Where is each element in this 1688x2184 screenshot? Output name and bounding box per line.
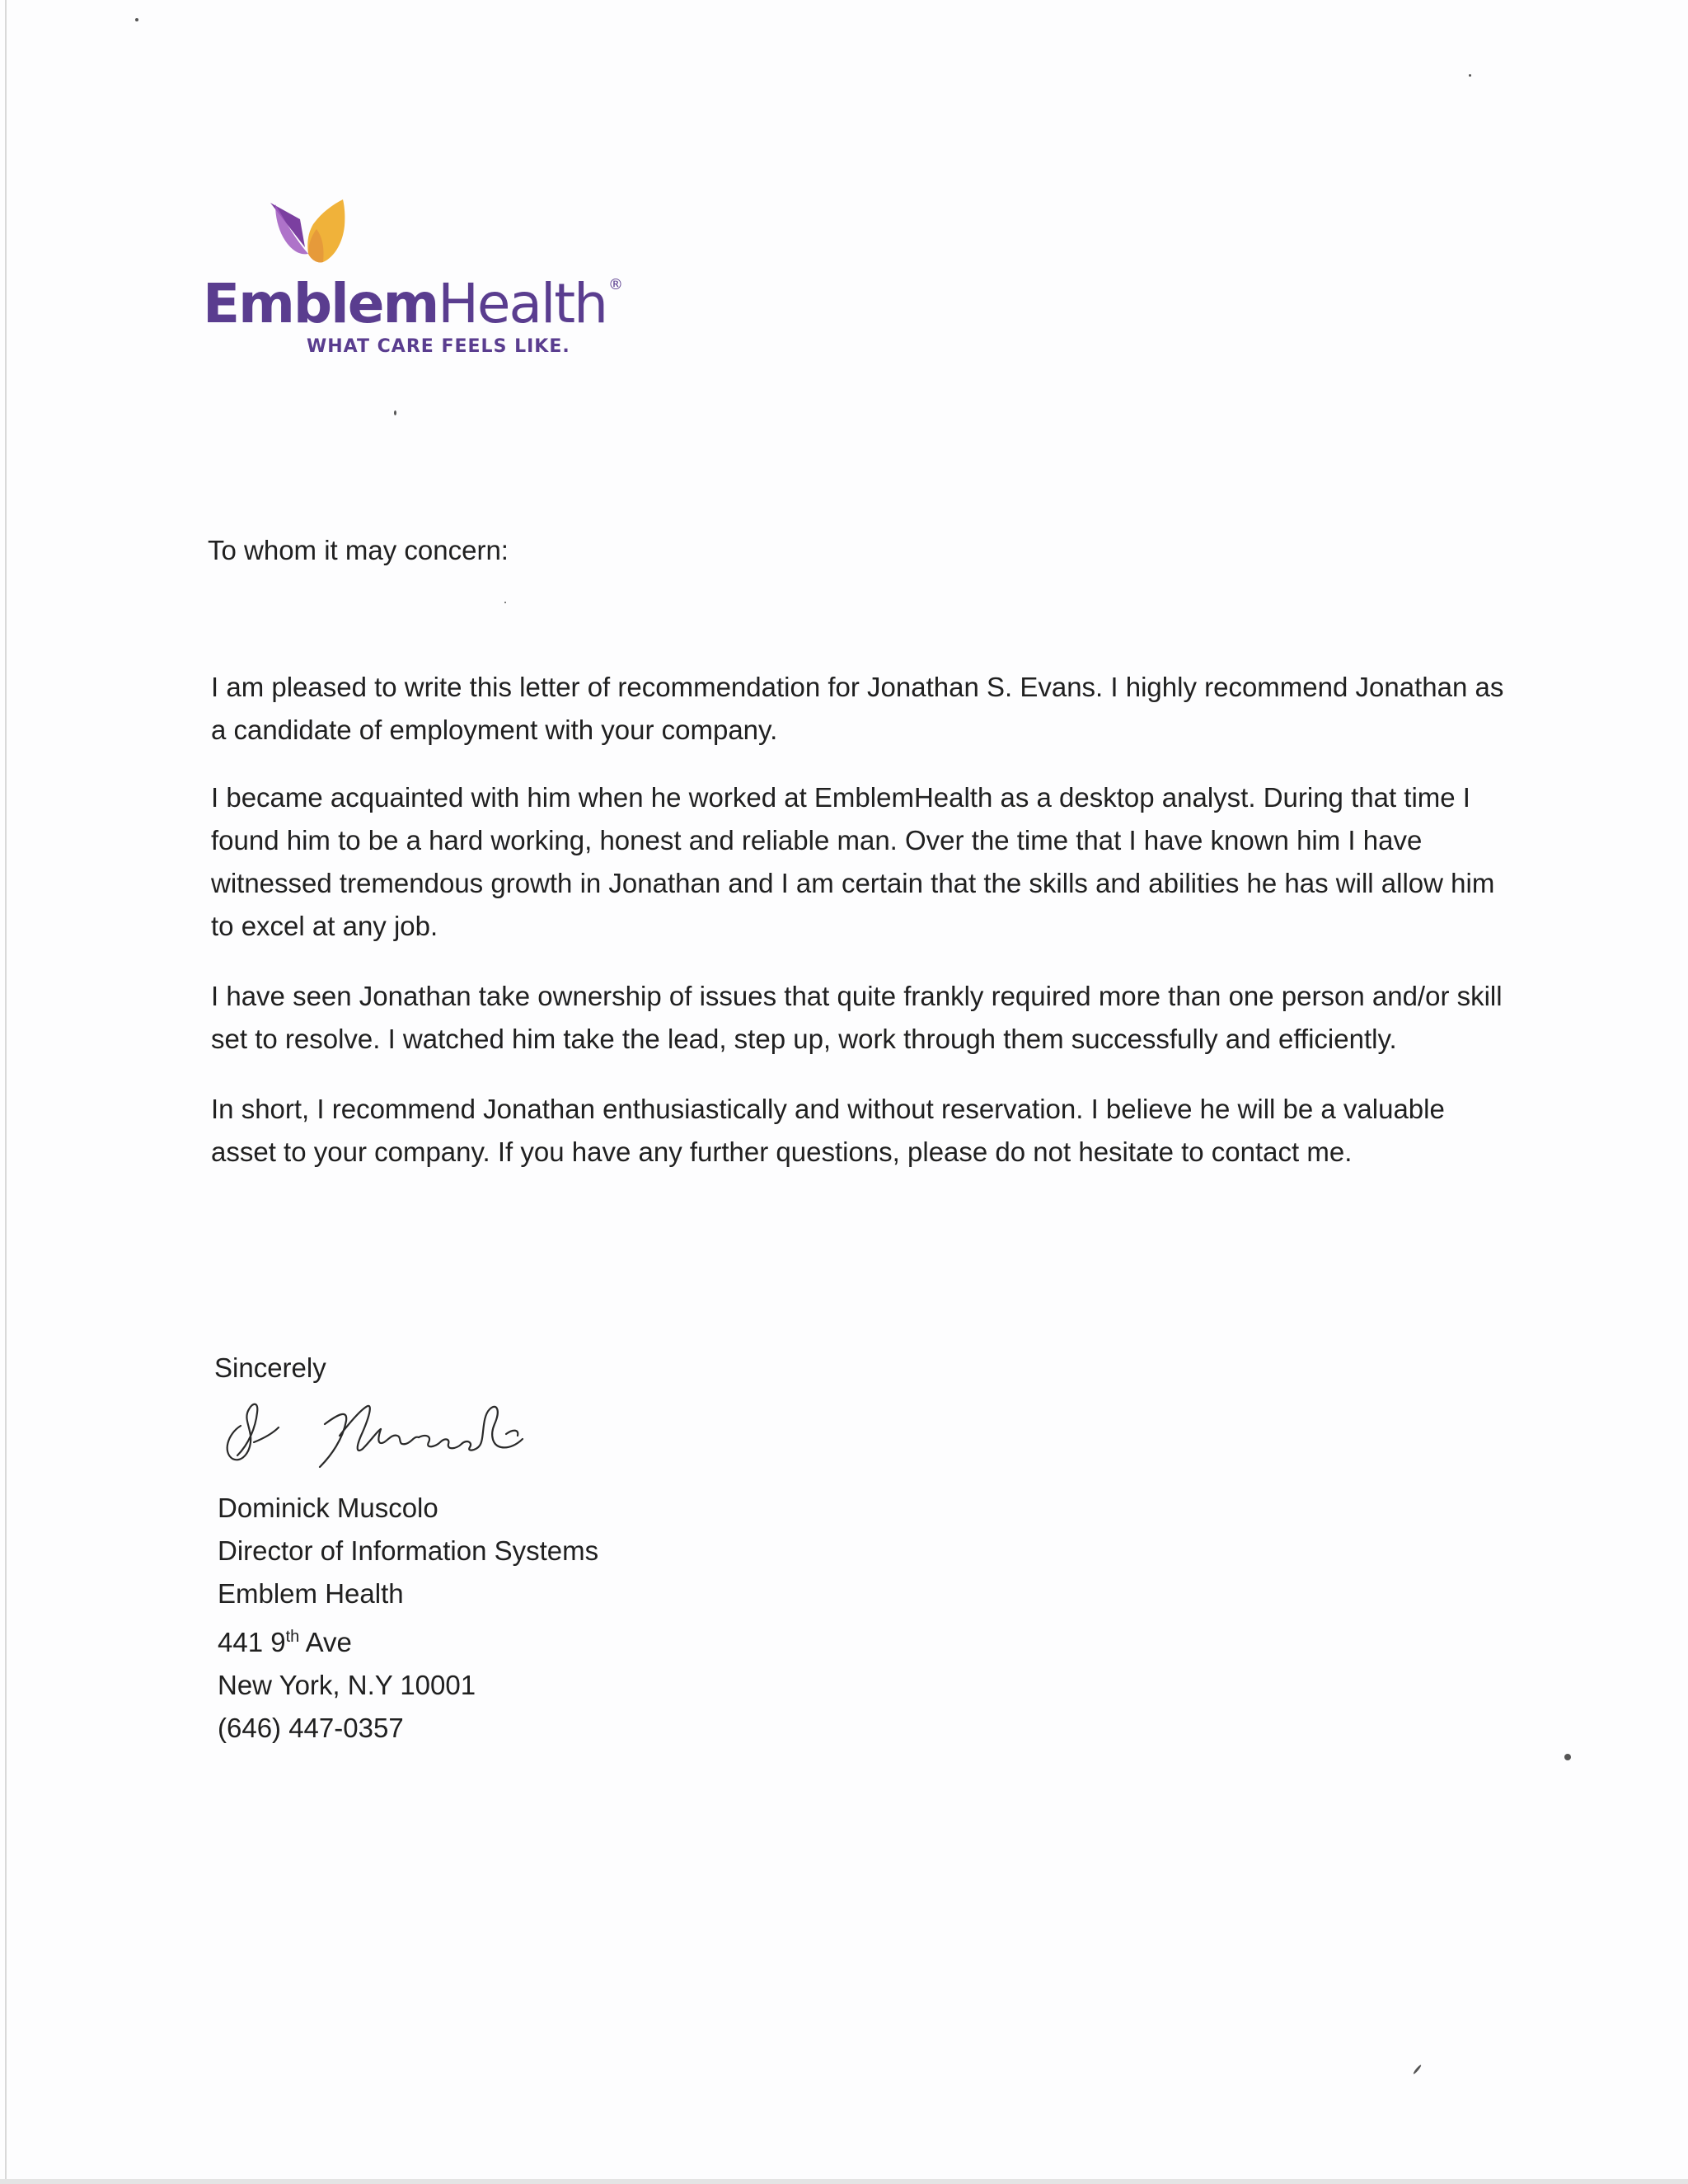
paragraph-3: I have seen Jonathan take ownership of issues that quite frankly required more than one person and/or skill set to resolve. I watched him take the lead, step up, work through them successfully and efficiently. xyxy=(211,981,1503,1054)
address-street: Ave xyxy=(299,1627,352,1657)
emblemhealth-logo xyxy=(203,196,621,361)
logo-tagline: WHAT CARE FEELS LIKE. xyxy=(307,336,570,357)
scan-speck xyxy=(394,410,396,415)
handwritten-signature xyxy=(216,1385,612,1475)
closing: Sincerely xyxy=(214,1352,326,1383)
scan-speck xyxy=(504,602,506,603)
signature-block xyxy=(218,1487,598,1750)
signer-phone: (646) 447-0357 xyxy=(218,1713,404,1743)
logo-wordmark xyxy=(203,272,621,335)
scan-edge xyxy=(5,0,7,2184)
signer-name: Dominick Muscolo xyxy=(218,1493,438,1523)
scan-speck xyxy=(1564,1754,1571,1760)
paragraph-4: In short, I recommend Jonathan enthusiastically and without reservation. I believe he will be a valuable asset to your company. If you have any further questions, please do not hesitate to contact me. xyxy=(211,1094,1445,1167)
signer-city: New York, N.Y 10001 xyxy=(218,1670,476,1700)
logo-wordmark-light: Health xyxy=(438,272,607,335)
scan-bottom-edge xyxy=(0,2179,1688,2184)
scan-speck xyxy=(1469,74,1471,77)
signer-title: Director of Information Systems xyxy=(218,1535,599,1566)
signer-address xyxy=(218,1615,598,1664)
salutation: To whom it may concern: xyxy=(208,535,509,565)
address-number: 441 9 xyxy=(218,1627,286,1657)
butterfly-logo-icon xyxy=(267,196,349,267)
paragraph-2: I became acquainted with him when he worked at EmblemHealth as a desktop analyst. During that time I found him to be a hard working, honest and reliable man. Over the time that I have known him I have witnessed tremendous growth in Jonathan and I am certain that the skills and abilities he has will allow him to excel at any job. xyxy=(211,782,1495,941)
logo-wordmark-bold: Emblem xyxy=(203,272,438,335)
scan-speck xyxy=(1413,2064,1422,2075)
signer-company: Emblem Health xyxy=(218,1578,404,1609)
address-suffix: th xyxy=(285,1628,300,1646)
scan-speck xyxy=(135,18,138,21)
paragraph-1: I am pleased to write this letter of recommendation for Jonathan S. Evans. I highly recommend Jonathan as a candidate of employment with your company. xyxy=(211,672,1504,745)
registered-mark: ® xyxy=(608,276,621,293)
